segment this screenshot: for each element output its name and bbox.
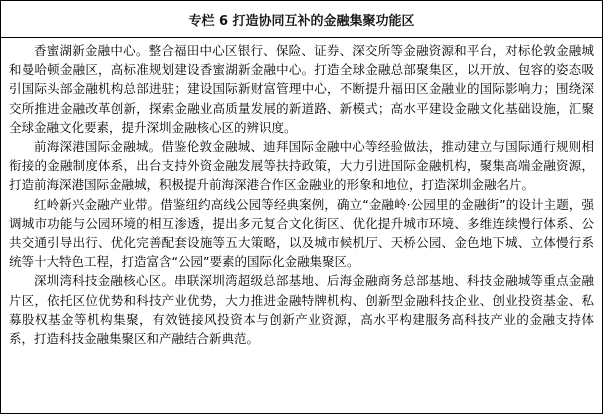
paragraph-hongling: 红岭新兴金融产业带。借鉴纽约高线公园等经典案例，确立“金融岭·公园里的金融街”的设计主题，强调城市功能与公园环境的相互渗透，提出多元复合文化街区、优化提升城市环境、多维连续慢行体系、公共交通引导出行、优化完善配套设施等五大策略，以及城市候机厅、天桥公园、金色地下城、立体慢行系统等十大特色工程，打造富含“公园”要素的国际化金融集聚区。 — [9, 196, 594, 270]
paragraph-qianhai: 前海深港国际金融城。借鉴伦敦金融城、迪拜国际金融中心等经验做法，推动建立与国际通行规则相衔接的金融制度体系，出台支持外资金融发展等扶持政策，大力引进国际金融机构，聚集高端金融资源，打造前海深港国际金融城，积极提升前海深港合作区金融业的形象和地位，打造深圳金融名片。 — [9, 139, 594, 193]
paragraph-xiangmihu: 香蜜湖新金融中心。整合福田中心区银行、保险、证券、深交所等金融资源和平台，对标伦敦金融城和曼哈顿金融区，高标准规划建设香蜜湖新金融中心。打造全球金融总部聚集区，以开放、包容的姿态吸引国际头部金融机构总部进驻；建设国际新财富管理中心，不断提升福田区金融业的国际影响力；围绕深交所推进金融改革创新，探索金融业高质量发展的新道路、新模式；高水平建设金融文化基础设施，汇聚全球金融文化要素，提升深圳金融核心区的辨识度。 — [9, 43, 594, 135]
column-content — [1, 38, 602, 348]
paragraph-shenzhenwan: 深圳湾科技金融核心区。串联深圳湾超级总部基地、后海金融商务总部基地、科技金融城等重点金融片区，依托区位优势和科技产业优势，大力推进金融特牌机构、创新型金融科技企业、创业投资基金、私募股权基金等机构集聚，有效链接风投资本与创新产业资源，高水平构建服务高科技产业的金融支持体系，打造科技金融集聚区和产融结合新典范。 — [9, 273, 594, 347]
column-title: 专栏 6 打造协同互补的金融集聚功能区 — [1, 1, 602, 38]
